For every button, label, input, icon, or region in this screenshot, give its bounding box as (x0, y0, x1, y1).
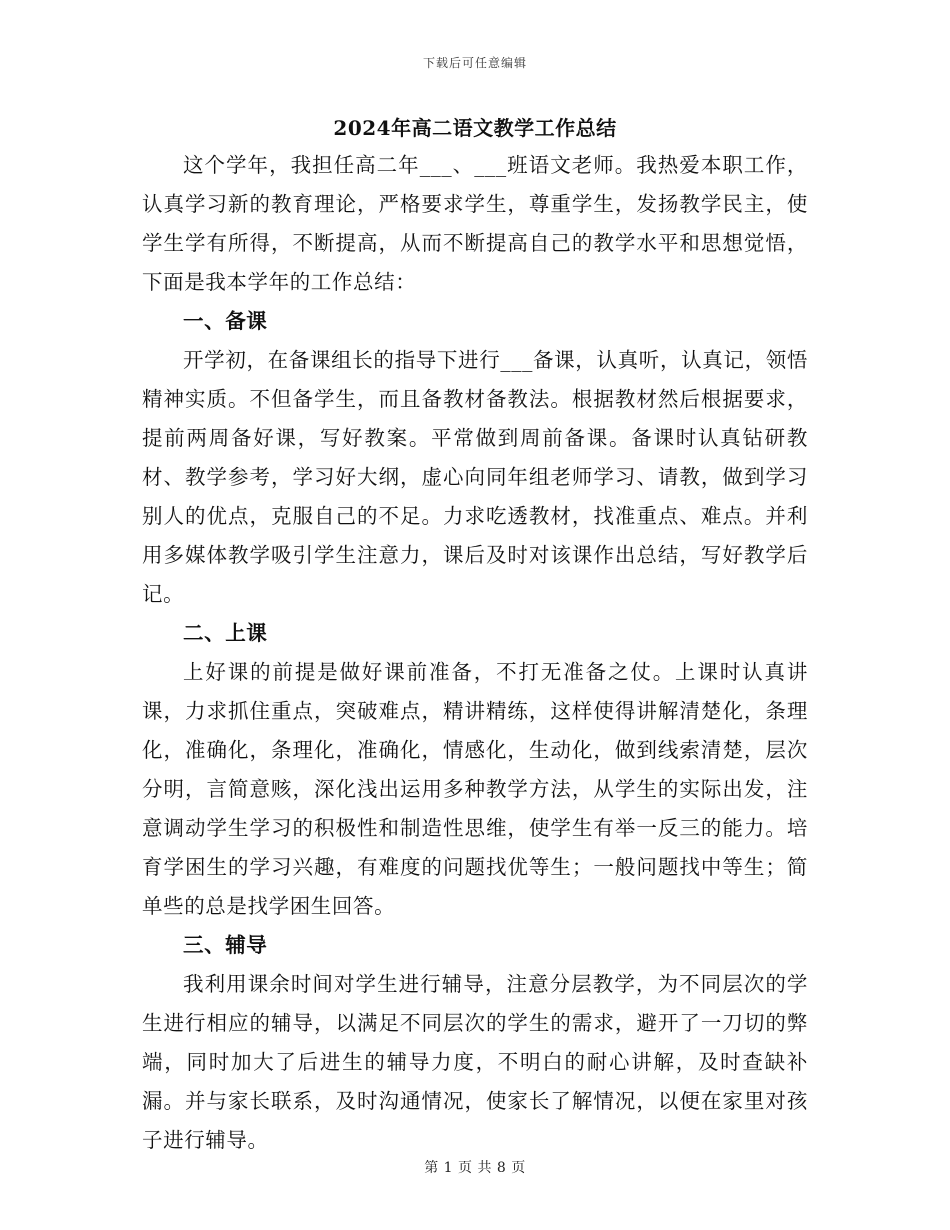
section-body-preparation: 开学初，在备课组长的指导下进行___备课，认真听，认真记，领悟精神实质。不但备学生，而且备教材备教法。根据教材然后根据要求，提前两周备好课，写好教案。平常做到周前备课。备课时认真钻研教材、教学参考，学习好大纲，虚心向同年组老师学习、请教，做到学习别人的优点，克服自己的不足。力求吃透教材，找准重点、难点。并利用多媒体教学吸引学生注意力，课后及时对该课作出总结，写好教学后记。 (142, 348, 808, 606)
document-body (142, 146, 808, 1160)
section-heading-preparation: 一、备课 (183, 309, 268, 333)
document-title: 2024年高二语文教学工作总结 (333, 116, 617, 140)
intro-paragraph: 这个学年，我担任高二年___、___班语文老师。我热爱本职工作，认真学习新的教育理论，严格要求学生，尊重学生，发扬教学民主，使学生学有所得，不断提高，从而不断提高自己的教学水平和思想觉悟，下面是我本学年的工作总结： (142, 153, 808, 294)
page-header-note: 下载后可任意编辑 (422, 56, 527, 70)
page-number-footer: 第 1 页 共 8 页 (424, 1160, 526, 1176)
section-heading-tutoring: 三、辅导 (183, 933, 268, 957)
section-heading-teaching: 二、上课 (183, 621, 268, 645)
section-body-teaching: 上好课的前提是做好课前准备，不打无准备之仗。上课时认真讲课，力求抓住重点，突破难点，精讲精练，这样使得讲解清楚化，条理化，准确化，条理化，准确化，情感化，生动化，做到线索清楚，层次分明，言简意赅，深化浅出运用多种教学方法，从学生的实际出发，注意调动学生学习的积极性和制造性思维，使学生有举一反三的能力。培育学困生的学习兴趣，有难度的问题找优等生；一般问题找中等生；简单些的总是找学困生回答。 (142, 660, 808, 918)
section-body-tutoring: 我利用课余时间对学生进行辅导，注意分层教学，为不同层次的学生进行相应的辅导，以满足不同层次的学生的需求，避开了一刀切的弊端，同时加大了后进生的辅导力度，不明白的耐心讲解，及时查缺补漏。并与家长联系，及时沟通情况，使家长了解情况，以便在家里对孩子进行辅导。 (142, 972, 808, 1152)
